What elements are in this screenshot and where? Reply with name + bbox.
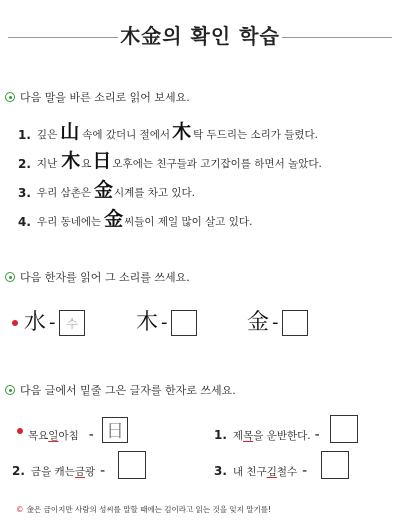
bullet-circle-icon — [5, 272, 15, 282]
dash: - — [100, 463, 106, 479]
hanja-char: 日 — [92, 150, 112, 172]
hanja-char: 山 — [60, 121, 80, 143]
item-text: 우리 동네에는 — [36, 216, 102, 228]
title-rule-right — [282, 37, 392, 38]
underlined-char: 목 — [243, 429, 254, 442]
item-text: 탁 두드리는 소리가 들렸다. — [193, 129, 319, 141]
hanja-char: 木 — [61, 150, 81, 172]
item-text: 광 — [85, 465, 96, 478]
item-text: 깊은 — [36, 129, 58, 141]
item-text: 속에 갔더니 절에서 — [82, 129, 171, 141]
answer-box[interactable] — [321, 451, 349, 479]
section1-item-3 — [18, 181, 195, 200]
item-text: 오후에는 친구들과 고기잡이를 하면서 놀았다. — [112, 158, 322, 170]
title-rule-left — [8, 37, 118, 38]
section3-item-3 — [214, 459, 307, 483]
hanja-char: 木 — [172, 121, 192, 143]
item-number: 2. — [18, 157, 31, 171]
item-text: 제 — [232, 429, 244, 442]
dash: - — [272, 312, 279, 333]
answer-text: 日 — [106, 421, 124, 442]
answer-box[interactable] — [330, 415, 358, 443]
bullet-circle-icon — [5, 385, 15, 395]
section1-instruction: 다음 말을 바른 소리로 읽어 보세요. — [20, 91, 190, 104]
item-text: 시계를 차고 있다. — [114, 187, 196, 199]
bullet-circle-icon — [5, 92, 15, 102]
dash: - — [161, 312, 168, 333]
hanja-char: 木 — [136, 310, 159, 335]
section3-item-2 — [12, 459, 105, 483]
answer-box[interactable] — [171, 310, 197, 336]
item-number: 1. — [214, 428, 227, 442]
answer-box-sample — [102, 417, 128, 443]
item-number: 2. — [12, 464, 25, 478]
section3-instruction: 다음 글에서 밑줄 그은 글자를 한자로 쓰세요. — [20, 384, 236, 397]
dash: - — [314, 427, 320, 443]
section3-example — [28, 423, 99, 447]
page-title: 木金의 확인 학습 — [120, 24, 280, 48]
item-text: 요 — [81, 158, 92, 170]
dash: - — [302, 463, 308, 479]
item-text: 아침 — [58, 429, 79, 442]
section1-item-2 — [18, 152, 322, 171]
hanja-char: 金 — [247, 310, 270, 335]
underlined-char: 일 — [48, 429, 59, 442]
dash: - — [88, 427, 94, 443]
item-text: 우리 삼촌은 — [36, 187, 91, 199]
underlined-char: 김 — [266, 465, 277, 478]
example-marker — [17, 428, 23, 434]
answer-box-sample — [59, 310, 85, 336]
item-text: 목요 — [28, 429, 49, 442]
copyright-mark: © — [16, 505, 24, 514]
hanja-char: 金 — [93, 179, 113, 201]
item-text: 철수 — [276, 465, 298, 478]
answer-text: 수 — [66, 316, 78, 331]
item-text: 금을 캐는 — [30, 465, 75, 478]
item-text: 을 운반한다. — [253, 429, 311, 442]
answer-box[interactable] — [282, 310, 308, 336]
hanja-char: 水 — [24, 310, 47, 335]
footnote-text: 金은 금이지만 사람의 성씨를 말할 때에는 김이라고 읽는 것을 잊지 말기를! — [26, 505, 271, 514]
item-number: 1. — [18, 128, 31, 142]
section1-item-4 — [18, 210, 252, 229]
example-marker — [12, 320, 18, 326]
item-text: 내 친구 — [232, 465, 267, 478]
item-text: 지난 — [36, 158, 58, 170]
section1-item-1 — [18, 123, 318, 142]
item-number: 3. — [18, 186, 31, 200]
item-number: 3. — [214, 464, 227, 478]
answer-box[interactable] — [118, 451, 146, 479]
item-number: 4. — [18, 215, 31, 229]
item-text: 씨들이 제일 많이 살고 있다. — [124, 216, 253, 228]
footnote — [16, 504, 271, 515]
dash: - — [49, 312, 56, 333]
section3-item-1 — [214, 423, 320, 447]
section2-instruction: 다음 한자를 읽어 그 소리를 쓰세요. — [20, 271, 190, 284]
underlined-char: 금 — [74, 465, 85, 478]
hanja-char: 金 — [104, 208, 124, 230]
